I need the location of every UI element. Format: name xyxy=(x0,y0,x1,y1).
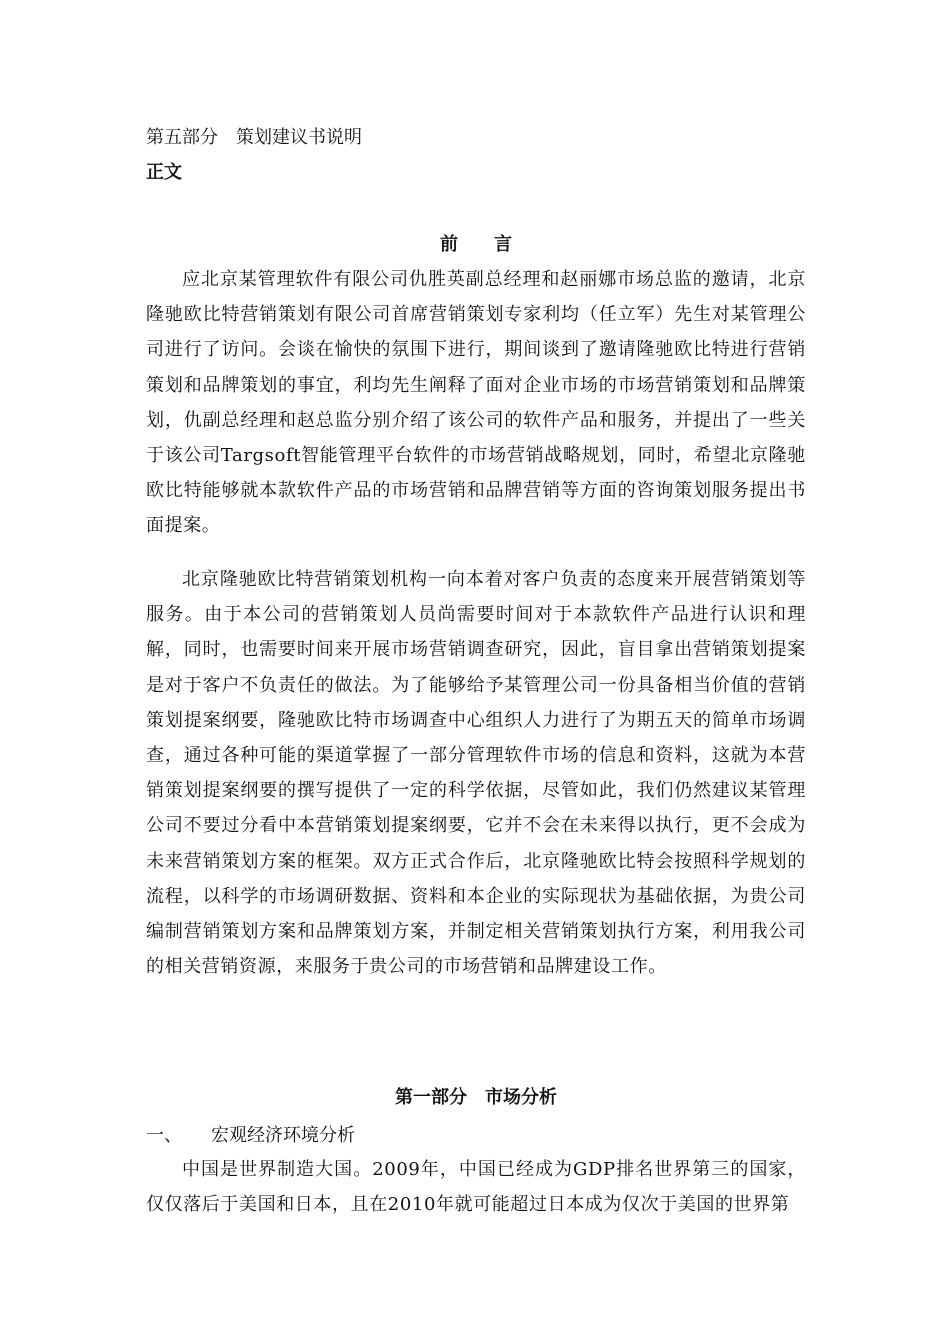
preface-title: 前 言 xyxy=(440,234,512,255)
part-one-title: 第一部分 市场分析 xyxy=(395,1087,557,1108)
body-label: 正文 xyxy=(146,162,182,183)
section-one-paragraph: 中国是世界制造大国。2009年，中国已经成为GDP排名世界第三的国家，仅仅落后于美国和日本，且在2010年就可能超过日本成为仅次于美国的世界第 xyxy=(146,1159,806,1216)
preface-paragraph-2: 北京隆驰欧比特营销策划机构一向本着对客户负责的态度来开展营销策划等服务。由于本公司的营销策划人员尚需要时间对于本款软件产品进行认识和理解，同时，也需要时间来开展市场营销调查研究，因此，盲目拿出营销策划提案是对于客户不负责任的做法。为了能够给予某管理公司一份具备相当价值的营销策划提案纲要，隆驰欧比特市场调查中心组织人力进行了为期五天的简单市场调查，通过各种可能的渠道掌握了一部分管理软件市场的信息和资料，这就为本营销策划提案纲要的撰写提供了一定的科学依据，尽管如此，我们仍然建议某管理公司不要过分看中本营销策划提案纲要，它并不会在未来得以执行，更不会成为未来营销策划方案的框架。双方正式合作后，北京隆驰欧比特会按照科学规划的流程，以科学的市场调研数据、资料和本企业的实际现状为基础依据，为贵公司编制营销策划方案和品牌策划方案，并制定相关营销策划执行方案，利用我公司的相关营销资源，来服务于贵公司的市场营销和品牌建设工作。 xyxy=(146,569,806,978)
part-five-header: 第五部分 策划建议书说明 xyxy=(146,127,362,148)
section-one-number: 一、 xyxy=(146,1125,182,1146)
preface-paragraph-1: 应北京某管理软件有限公司仇胜英副总经理和赵丽娜市场总监的邀请，北京隆驰欧比特营销策划有限公司首席营销策划专家利均（任立军）先生对某管理公司进行了访问。会谈在愉快的氛围下进行，期间谈到了邀请隆驰欧比特进行营销策划和品牌策划的事宜，利均先生阐释了面对企业市场的市场营销策划和品牌策划，仇副总经理和赵总监分别介绍了该公司的软件产品和服务，并提出了一些关于该公司Targsoft智能管理平台软件的市场营销战略规划，同时，希望北京隆驰欧比特能够就本款软件产品的市场营销和品牌营销等方面的咨询策划服务提出书面提案。 xyxy=(146,269,806,537)
section-one-title: 宏观经济环境分析 xyxy=(211,1125,355,1146)
